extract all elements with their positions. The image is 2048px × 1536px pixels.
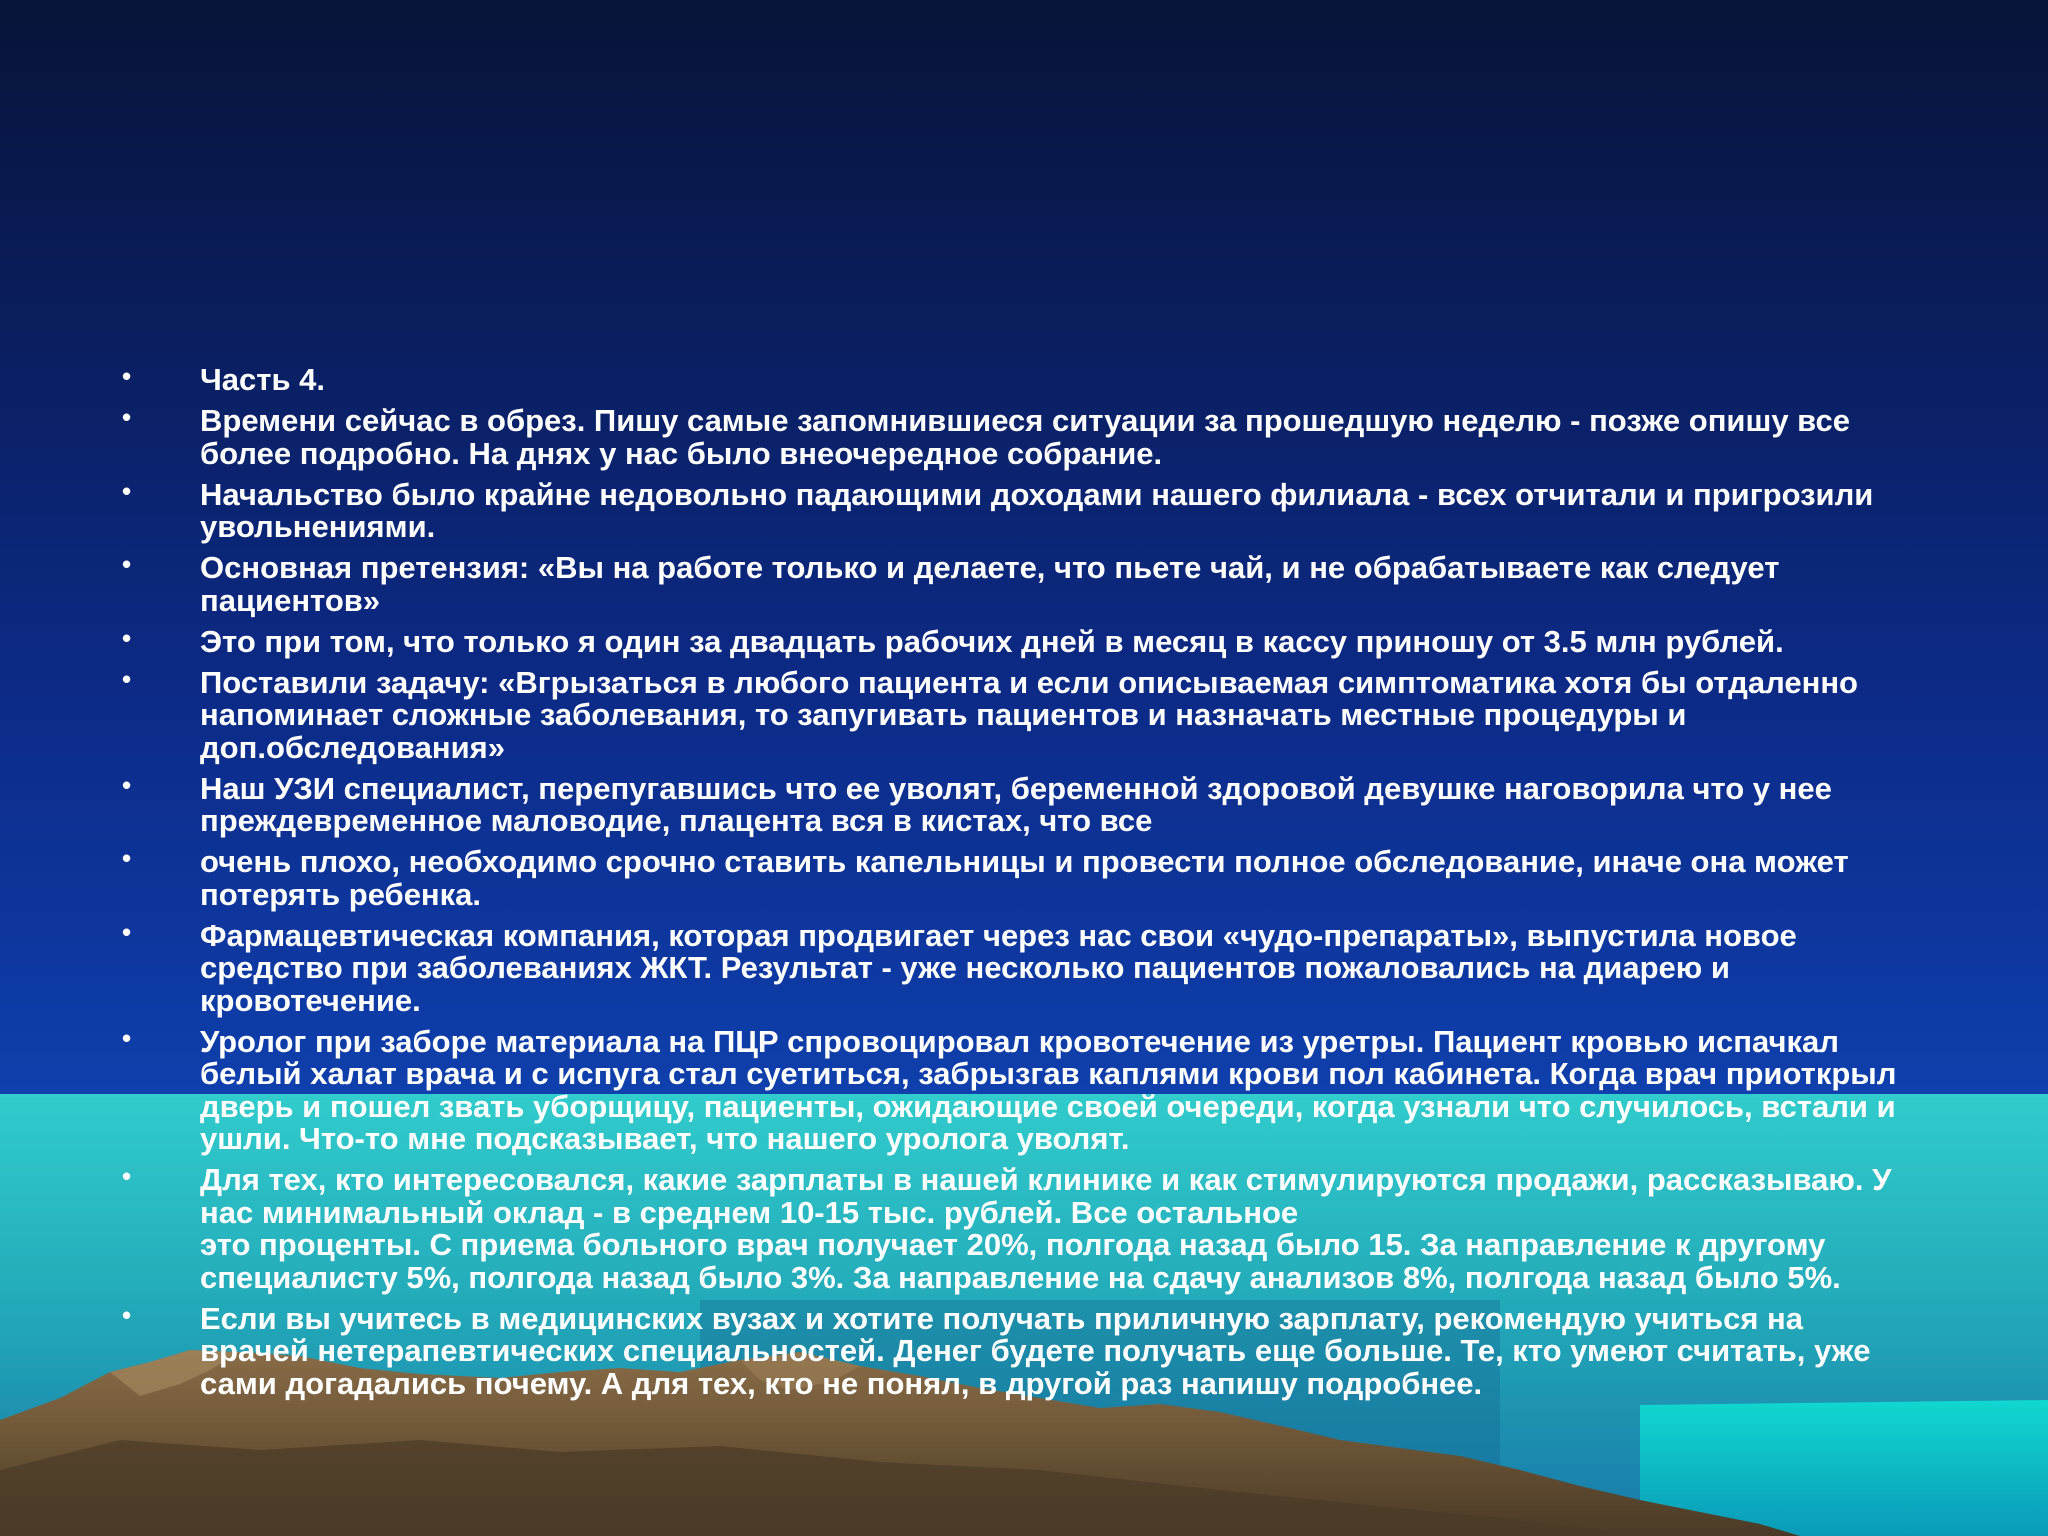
bullet-dot-icon: • (122, 916, 132, 947)
bullet-dot-icon: • (122, 663, 132, 694)
bullet-item (118, 1022, 1918, 1156)
bullet-text: Часть 4. (200, 362, 325, 397)
slide-content (118, 361, 1918, 1409)
bullet-dot-icon: • (122, 622, 132, 653)
bullet-text: Начальство было крайне недовольно падающими доходами нашего филиала - всех отчитали и пригрозили увольнениями. (200, 476, 1874, 544)
bullet-dot-icon: • (122, 1161, 132, 1191)
bullet-dot-icon: • (122, 549, 132, 579)
bullet-text: Времени сейчас в обрез. Пишу самые запомнившиеся ситуации за прошедшую неделю - позже опишу все более подробно. На днях у нас было внеочередное собрание. (200, 403, 1850, 471)
bullet-item (118, 663, 1918, 765)
bullet-item (118, 843, 1918, 912)
bullet-item (118, 916, 1918, 1018)
bullet-dot-icon: • (122, 769, 132, 800)
bullet-dot-icon: • (122, 1299, 132, 1330)
bullet-dot-icon: • (122, 361, 132, 391)
bullet-dot-icon: • (122, 475, 132, 506)
bullet-item (118, 1299, 1918, 1401)
bullet-text: Фармацевтическая компания, которая продвигает через нас свои «чудо-препараты», выпустила новое средство при заболеваниях ЖКТ. Результат - уже несколько пациентов пожаловались на диарею и кровотечение. (200, 917, 1797, 1018)
bullet-item (118, 769, 1918, 838)
bullet-text: Для тех, кто интересовался, какие зарплаты в нашей клинике и как стимулируются продажи, рассказываю. У нас минимальный оклад - в среднем 10-15 тыс. рублей. Все остальное это проценты. С приема больного врач получает 20%, полгода назад было 15. За направление к другому специалисту 5%, полгода назад было 3%. За направление на сдачу анализов 8%, полгода назад было 5%. (200, 1162, 1892, 1295)
bullet-text: Уролог при заборе материала на ПЦР спровоцировал кровотечение из уретры. Пациент кровью испачкал белый халат врача и с испуга стал суетиться, забрызгав каплями крови пол кабинета. Когда врач приоткрыл дверь и пошел звать уборщицу, пациенты, ожидающие своей очереди, когда узнали что случилось, встали и ушли. Что-то мне подсказывает, что нашего уролога уволят. (200, 1023, 1897, 1156)
bullet-text: Поставили задачу: «Вгрызаться в любого пациента и если описываемая симптоматика хотя бы отдаленно напоминает сложные заболевания, то запугивать пациентов и назначать местные процедуры и доп.обследования» (200, 664, 1858, 765)
bullet-text: Если вы учитесь в медицинских вузах и хотите получать приличную зарплату, рекомендую учиться на врачей нетерапевтических специальностей. Денег будете получать еще больше. Те, кто умеют считать, уже сами догадались почему. А для тех, кто не понял, в другой раз напишу подробнее. (200, 1300, 1871, 1401)
bullet-item (118, 549, 1918, 618)
bullet-dot-icon: • (122, 402, 132, 432)
bullet-text: Основная претензия: «Вы на работе только и делаете, что пьете чай, и не обрабатываете как следует пациентов» (200, 550, 1780, 618)
bullet-text: очень плохо, необходимо срочно ставить капельницы и провести полное обследование, иначе она может потерять ребенка. (200, 844, 1849, 912)
bullet-text: Наш УЗИ специалист, перепугавшись что ее уволят, беременной здоровой девушке наговорила что у нее преждевременное маловодие, плацента вся в кистах, что все (200, 770, 1832, 838)
bullet-item (118, 361, 1918, 397)
bullet-item (118, 402, 1918, 471)
bullet-item (118, 475, 1918, 544)
bullet-list (118, 361, 1918, 1401)
bullet-text: Это при том, что только я один за двадцать рабочих дней в месяц в кассу приношу от 3.5 млн рублей. (200, 623, 1784, 659)
bullet-dot-icon: • (122, 1022, 132, 1053)
bullet-item (118, 1161, 1918, 1295)
bullet-dot-icon: • (122, 843, 132, 873)
bullet-item (118, 622, 1918, 659)
